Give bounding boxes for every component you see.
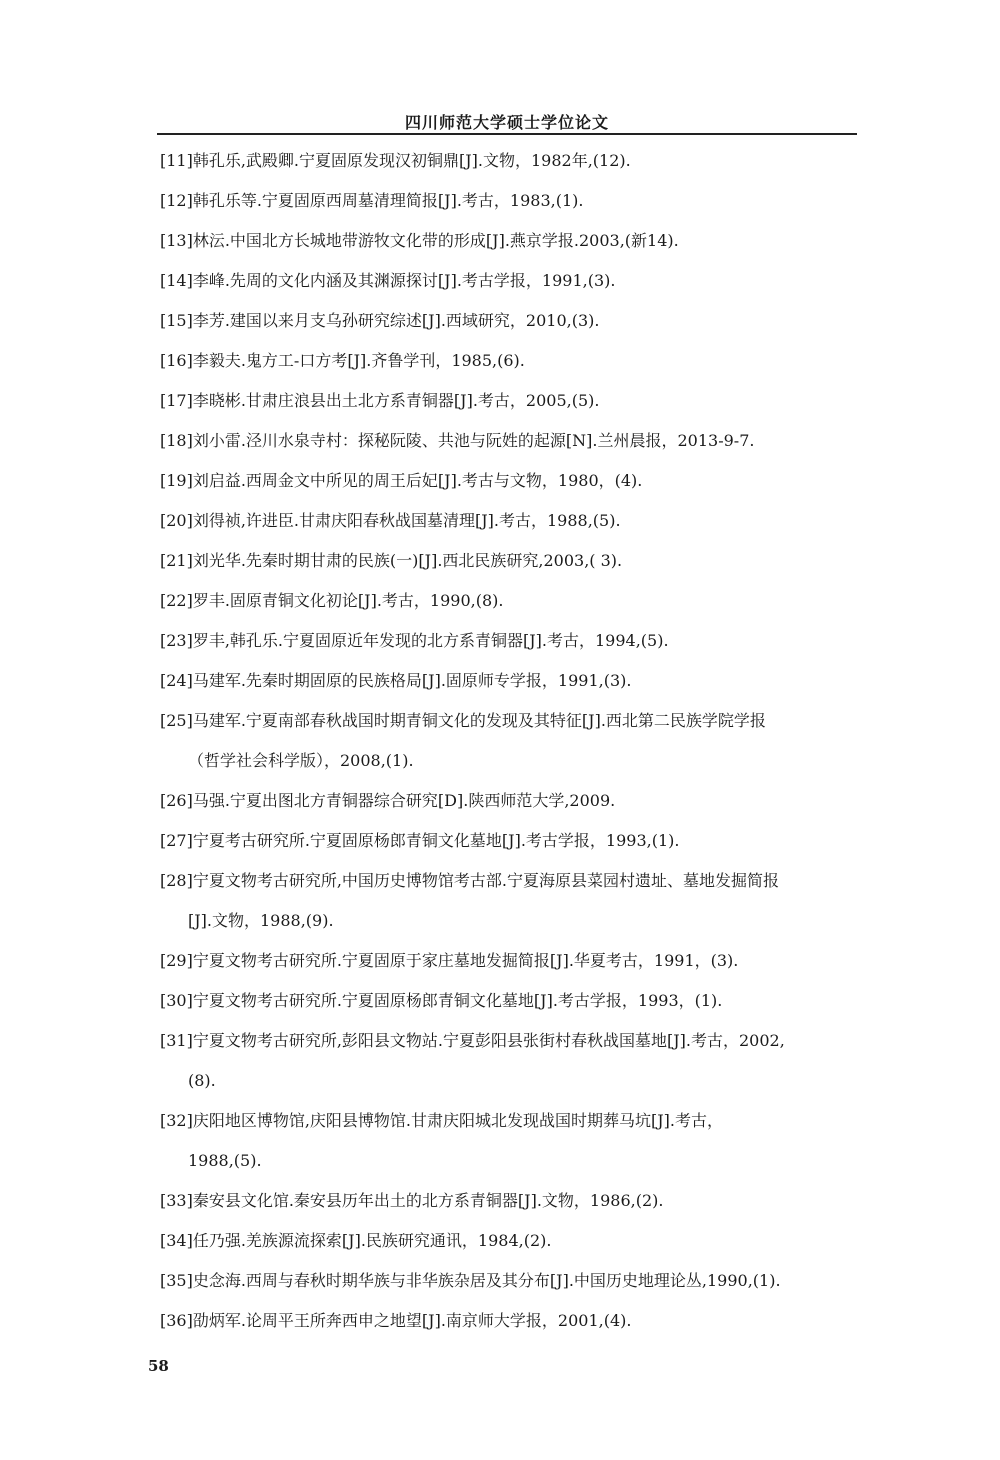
reference-text: [15]李芳.建国以来月支乌孙研究综述[J].西域研究，2010,(3). bbox=[160, 311, 600, 330]
reference-item bbox=[160, 990, 722, 1012]
reference-item bbox=[160, 830, 679, 852]
reference-text: [33]秦安县文化馆.秦安县历年出土的北方系青铜器[J].文物，1986,(2). bbox=[160, 1191, 664, 1210]
reference-item bbox=[160, 1230, 551, 1252]
reference-item bbox=[160, 590, 503, 612]
reference-text: [17]李晓彬.甘肃庄浪县出土北方系青铜器[J].考古，2005,(5). bbox=[160, 391, 600, 410]
reference-item bbox=[160, 310, 599, 332]
reference-item bbox=[160, 430, 754, 452]
reference-text: [28]宁夏文物考古研究所,中国历史博物馆考古部.宁夏海原县菜园村遗址、墓地发掘简报 bbox=[160, 871, 780, 890]
reference-text: [21]刘光华.先秦时期甘肃的民族(一)[J].西北民族研究,2003,( 3). bbox=[160, 551, 623, 570]
reference-text: [22]罗丰.固原青铜文化初论[J].考古，1990,(8). bbox=[160, 591, 504, 610]
reference-item bbox=[160, 1110, 723, 1172]
reference-text: [34]任乃强.羌族源流探索[J].民族研究通讯，1984,(2). bbox=[160, 1231, 552, 1250]
reference-continuation: (8). bbox=[188, 1071, 216, 1090]
reference-item bbox=[160, 1030, 785, 1092]
reference-item bbox=[160, 350, 525, 372]
reference-item bbox=[160, 950, 738, 972]
reference-continuation: [J].文物，1988,(9). bbox=[188, 911, 334, 930]
reference-item bbox=[160, 790, 615, 812]
reference-text: [29]宁夏文物考古研究所.宁夏固原于家庄墓地发掘简报[J].华夏考古，1991，(3). bbox=[160, 951, 739, 970]
reference-item bbox=[160, 1190, 663, 1212]
reference-text: [32]庆阳地区博物馆,庆阳县博物馆.甘肃庆阳城北发现战国时期葬马坑[J].考古， bbox=[160, 1111, 724, 1130]
reference-text: [27]宁夏考古研究所.宁夏固原杨郎青铜文化墓地[J].考古学报，1993,(1). bbox=[160, 831, 680, 850]
reference-text: [25]马建军.宁夏南部春秋战国时期青铜文化的发现及其特征[J].西北第二民族学院学报 bbox=[160, 711, 766, 730]
reference-text: [19]刘启益.西周金文中所见的周王后妃[J].考古与文物，1980，(4). bbox=[160, 471, 643, 490]
reference-text: [35]史念海.西周与春秋时期华族与非华族杂居及其分布[J].中国历史地理论丛,1990,(1). bbox=[160, 1271, 781, 1290]
reference-text: [30]宁夏文物考古研究所.宁夏固原杨郎青铜文化墓地[J].考古学报，1993，(1). bbox=[160, 991, 723, 1010]
reference-text: [26]马强.宁夏出图北方青铜器综合研究[D].陕西师范大学,2009. bbox=[160, 791, 616, 810]
reference-text: [11]韩孔乐,武殿卿.宁夏固原发现汉初铜鼎[J].文物，1982年,(12). bbox=[160, 151, 631, 170]
reference-text: [18]刘小雷.泾川水泉寺村：探秘阮陵、共池与阮姓的起源[N].兰州晨报，2013-9-7. bbox=[160, 431, 755, 450]
reference-item bbox=[160, 510, 621, 532]
reference-item bbox=[160, 630, 669, 652]
reference-item bbox=[160, 270, 615, 292]
reference-text: [14]李峰.先周的文化内涵及其渊源探讨[J].考古学报，1991,(3). bbox=[160, 271, 616, 290]
reference-text: [36]劭炳军.论周平王所奔西申之地望[J].南京师大学报，2001,(4). bbox=[160, 1311, 632, 1330]
reference-item bbox=[160, 1310, 631, 1332]
reference-item bbox=[160, 870, 779, 932]
reference-item bbox=[160, 670, 631, 692]
page-number: 58 bbox=[148, 1357, 169, 1375]
reference-continuation: （哲学社会科学版），2008,(1). bbox=[188, 751, 414, 770]
reference-item bbox=[160, 710, 766, 772]
reference-item bbox=[160, 1270, 781, 1292]
reference-text: [16]李毅夫.鬼方工-口方考[J].齐鲁学刊，1985,(6). bbox=[160, 351, 525, 370]
reference-text: [12]韩孔乐等.宁夏固原西周墓清理简报[J].考古，1983,(1). bbox=[160, 191, 584, 210]
reference-item bbox=[160, 190, 583, 212]
reference-text: [13]林沄.中国北方长城地带游牧文化带的形成[J].燕京学报.2003,(新14). bbox=[160, 231, 679, 250]
reference-text: [20]刘得祯,许进臣.甘肃庆阳春秋战国墓清理[J].考古，1988,(5). bbox=[160, 511, 621, 530]
header-rule bbox=[157, 133, 857, 135]
reference-text: [31]宁夏文物考古研究所,彭阳县文物站.宁夏彭阳县张街村春秋战国墓地[J].考古，2002, bbox=[160, 1031, 785, 1050]
running-header: 四川师范大学硕士学位论文 bbox=[404, 113, 609, 132]
reference-item bbox=[160, 150, 631, 172]
reference-continuation: 1988,(5). bbox=[188, 1151, 262, 1170]
reference-item bbox=[160, 230, 679, 252]
reference-item bbox=[160, 390, 599, 412]
reference-text: [24]马建军.先秦时期固原的民族格局[J].固原师专学报，1991,(3). bbox=[160, 671, 632, 690]
reference-item bbox=[160, 470, 642, 492]
reference-text: [23]罗丰,韩孔乐.宁夏固原近年发现的北方系青铜器[J].考古，1994,(5). bbox=[160, 631, 669, 650]
reference-item bbox=[160, 550, 622, 572]
